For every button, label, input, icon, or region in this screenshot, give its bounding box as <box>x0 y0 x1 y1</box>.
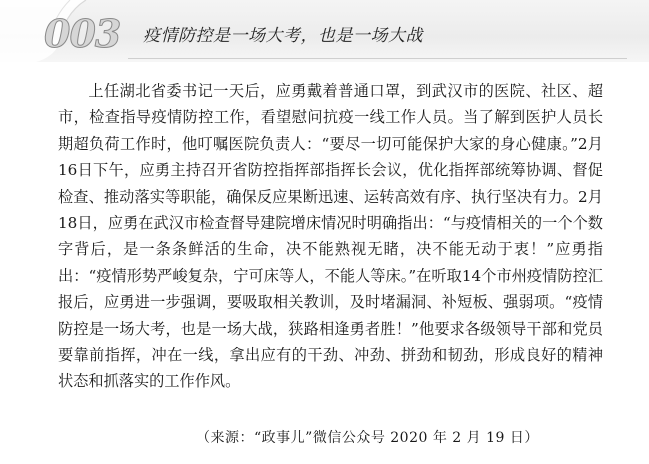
section-number: 003 <box>44 11 121 56</box>
section-title: 疫情防控是一场大考，也是一场大战 <box>143 26 423 46</box>
source-citation: （来源：“政事儿”微信公众号 2020 年 2 月 19 日） <box>196 430 539 446</box>
body-paragraph: 上任湖北省委书记一天后，应勇戴着普通口罩，到武汉市的医院、社区、超市，检查指导疫情防控工作，看望慰问抗疫一线工作人员。当了解到医护人员长期超负荷工作时，他叮嘱医院负责人：“要尽一切可能保护大家的身心健康。”2月16日下午，应勇主持召开省防控指挥部指挥长会议，优化指挥部统筹协调、督促检查、推动落实等职能，确保反应果断迅速、运转高效有序、执行坚决有力。2月18日，应勇在武汉市检查督导建院增床情况时明确指出：“与疫情相关的一个个数字背后，是一条条鲜活的生命，决不能熟视无睹，决不能无动于衷！”应勇指出：“疫情形势严峻复杂，宁可床等人，不能人等床。”在听取14个市州疫情防控汇报后，应勇进一步强调，要吸取相关教训，及时堵漏洞、补短板、强弱项。“疫情防控是一场大考，也是一场大战，狭路相逢勇者胜！”他要求各级领导干部和党员要靠前指挥，冲在一线，拿出应有的干劲、冲劲、拼劲和韧劲，形成良好的精神状态和抓落实的工作作风。 <box>58 82 603 391</box>
section-header <box>0 0 649 62</box>
header-divider <box>128 58 627 59</box>
